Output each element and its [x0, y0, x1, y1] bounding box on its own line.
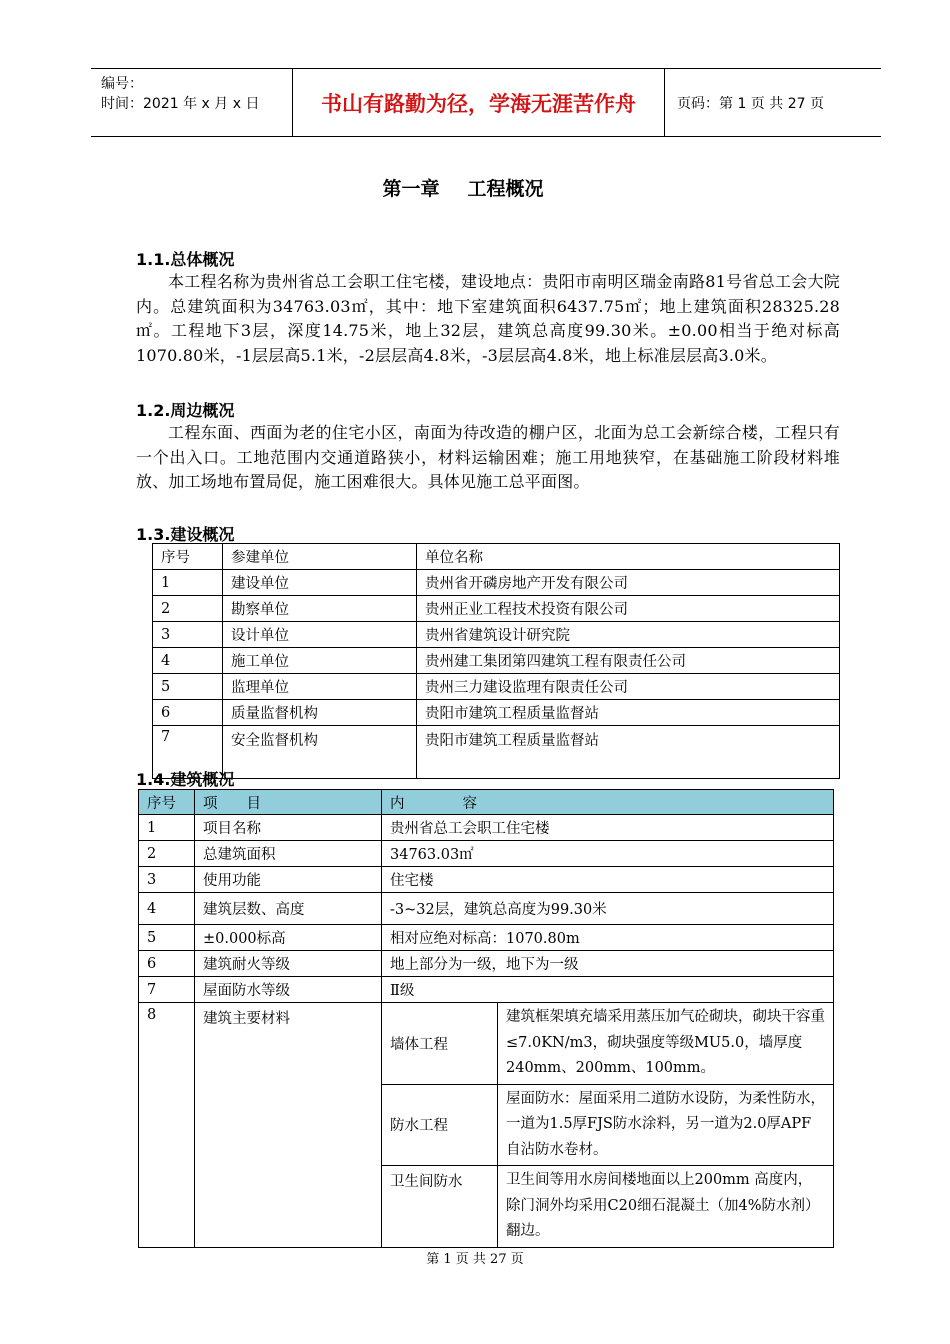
- cell: 4: [153, 648, 223, 674]
- cell: 34763.03㎡: [382, 841, 834, 867]
- cell: 3: [139, 867, 195, 893]
- time-label: 时间：2021 年 x 月 x 日: [101, 96, 260, 112]
- cell: 地上部分为一级，地下为一级: [382, 951, 834, 977]
- header-cell: 序号: [153, 544, 223, 570]
- cell: 6: [139, 951, 195, 977]
- table-row: [139, 867, 834, 893]
- cell: Ⅱ级: [382, 977, 834, 1003]
- cell: 1: [139, 815, 195, 841]
- header-cell: 项 目: [195, 790, 382, 815]
- cell: 3: [153, 622, 223, 648]
- chapter-title: [0, 174, 926, 201]
- section-title-construction: 1.3.建设概况: [136, 525, 235, 544]
- cell: -3~32层，建筑总高度为99.30米: [382, 893, 834, 925]
- table-row: [139, 815, 834, 841]
- cell: 4: [139, 893, 195, 925]
- cell: 贵州建工集团第四建筑工程有限责任公司: [417, 648, 840, 674]
- cell: ±0.000标高: [195, 925, 382, 951]
- header-motto: 书山有路勤为径，学海无涯苦作舟: [293, 69, 665, 136]
- header-page-label: 页码：第 1 页 共 27 页: [677, 95, 824, 112]
- surroundings-paragraph: 工程东面、西面为老的住宅小区，南面为待改造的棚户区，北面为总工会新综合楼，工程只有一个出入口。工地范围内交通道路狭小，材料运输困难；施工用地狭窄，在基础施工阶段材料堆放、加工场地布置局促，施工困难很大。具体见施工总平面图。: [136, 423, 840, 492]
- cell: 贵州省总工会职工住宅楼: [382, 815, 834, 841]
- cell: 建筑层数、高度: [195, 893, 382, 925]
- cell: 勘察单位: [223, 596, 417, 622]
- overview-paragraph: 本工程名称为贵州省总工会职工住宅楼，建设地点：贵阳市南明区瑞金南路81号省总工会大院内。总建筑面积为34763.03㎡，其中：地下室建筑面积6437.75㎡；地上建筑面积28325.28㎡。工程地下3层，深度14.75米，地上32层，建筑总高度99.30米。±0.00相当于绝对标高1070.80米，-1层层高5.1米，-2层层高4.8米，-3层层高4.8米，地上标准层层高3.0米。: [136, 272, 840, 365]
- section-title-building: 1.4.建筑概况: [136, 770, 235, 789]
- chapter-number: 第一章: [382, 178, 440, 200]
- table-header-row: [153, 544, 840, 570]
- table-row: [139, 1003, 834, 1085]
- cell: 监理单位: [223, 674, 417, 700]
- header-cell: 参建单位: [223, 544, 417, 570]
- cell: 总建筑面积: [195, 841, 382, 867]
- header-cell: 单位名称: [417, 544, 840, 570]
- cell: 住宅楼: [382, 867, 834, 893]
- cell: 屋面防水等级: [195, 977, 382, 1003]
- cell: 设计单位: [223, 622, 417, 648]
- chapter-name: 工程概况: [467, 178, 544, 200]
- cell: 施工单位: [223, 648, 417, 674]
- section-title-overview: 1.1.总体概况: [136, 250, 235, 269]
- cell: 建筑主要材料: [195, 1003, 382, 1248]
- cell: 2: [153, 596, 223, 622]
- cell: 5: [153, 674, 223, 700]
- cell: 相对应绝对标高：1070.80m: [382, 925, 834, 951]
- building-table: [138, 789, 834, 1248]
- cell: 7: [153, 726, 223, 779]
- cell: 质量监督机构: [223, 700, 417, 726]
- cell: 7: [139, 977, 195, 1003]
- table-row: [153, 596, 840, 622]
- header-cell: 序号: [139, 790, 195, 815]
- material-name-cell: 卫生间防水: [382, 1166, 498, 1248]
- cell: 建筑耐火等级: [195, 951, 382, 977]
- cell: 项目名称: [195, 815, 382, 841]
- material-text-cell: 建筑框架填充墙采用蒸压加气砼砌块，砌块干容重≤7.0KN/m3，砌块强度等级MU5.0，墙厚度240mm、200mm、100mm。: [498, 1003, 834, 1085]
- table-row: [153, 570, 840, 596]
- material-text-cell: 卫生间等用水房间楼地面以上200mm 高度内，除门洞外均采用C20细石混凝土（加4%防水剂）翻边。: [498, 1166, 834, 1248]
- table-header-row: [139, 790, 834, 815]
- cell: 6: [153, 700, 223, 726]
- table-row: [139, 977, 834, 1003]
- table-row: [153, 700, 840, 726]
- cell: 贵阳市建筑工程质量监督站: [417, 700, 840, 726]
- section-title-surroundings: 1.2.周边概况: [136, 401, 235, 420]
- table-row: [153, 674, 840, 700]
- cell: 1: [153, 570, 223, 596]
- cell: 贵州正业工程技术投资有限公司: [417, 596, 840, 622]
- cell: 贵阳市建筑工程质量监督站: [417, 726, 840, 779]
- cell: 贵州省开磷房地产开发有限公司: [417, 570, 840, 596]
- cell: 贵州省建筑设计研究院: [417, 622, 840, 648]
- parties-table: [152, 543, 840, 779]
- cell: 使用功能: [195, 867, 382, 893]
- header-cell: 内 容: [382, 790, 834, 815]
- material-name-cell: 防水工程: [382, 1084, 498, 1166]
- material-text-cell: 屋面防水：屋面采用二道防水设防，为柔性防水，一道为1.5厚FJS防水涂料，另一道为2.0厚APF自沾防水卷材。: [498, 1084, 834, 1166]
- cell: 建设单位: [223, 570, 417, 596]
- cell: 2: [139, 841, 195, 867]
- cell: 安全监督机构: [223, 726, 417, 779]
- cell: 5: [139, 925, 195, 951]
- page-footer: 第 1 页 共 27 页: [426, 1252, 524, 1267]
- table-row: [139, 925, 834, 951]
- table-row: [153, 726, 840, 779]
- material-name-cell: 墙体工程: [382, 1003, 498, 1085]
- page-header: [91, 68, 881, 137]
- table-row: [139, 841, 834, 867]
- cell: 贵州三力建设监理有限责任公司: [417, 674, 840, 700]
- number-label: 编号：: [101, 76, 143, 92]
- table-row: [139, 951, 834, 977]
- table-row: [153, 648, 840, 674]
- header-meta: [91, 69, 293, 136]
- cell: 8: [139, 1003, 195, 1248]
- table-row: [139, 893, 834, 925]
- table-row: [153, 622, 840, 648]
